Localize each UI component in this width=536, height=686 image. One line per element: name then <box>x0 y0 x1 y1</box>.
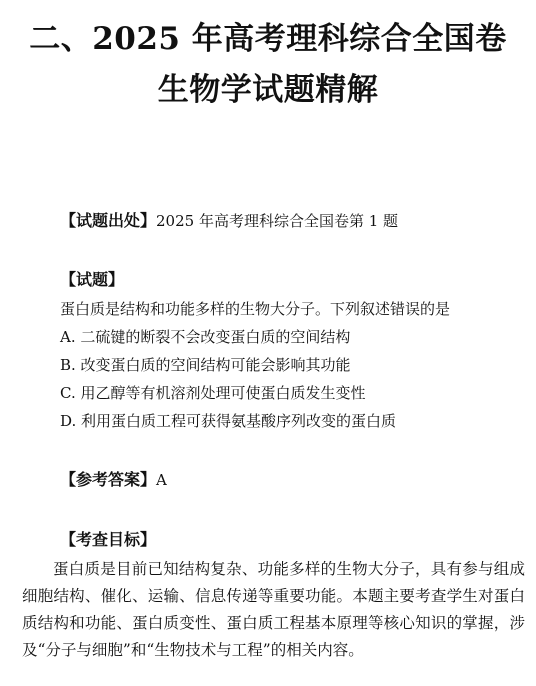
question-stem: 蛋白质是结构和功能多样的生物大分子。下列叙述错误的是 <box>60 300 451 318</box>
objective-paragraph: 蛋白质是目前已知结构复杂、功能多样的生物大分子，具有参与组成细胞结构、催化、运输、信息传递等重要功能。本题主要考查学生对蛋白质结构和功能、蛋白质变性、蛋白质工程基本原理等核心知识的掌握，涉及“分子与细胞”和“生物技术与工程”的相关内容。 <box>22 560 525 659</box>
source-line <box>60 211 398 231</box>
answer-heading: 【参考答案】 <box>60 470 157 489</box>
source-text: 2025 年高考理科综合全国卷第 1 题 <box>156 212 399 230</box>
document-title-line-2: 生物学试题精解 <box>157 72 379 108</box>
document-title-line-1: 二、2025 年高考理科综合全国卷 <box>29 21 507 57</box>
option-b: B. 改变蛋白质的空间结构可能会影响其功能 <box>60 356 351 374</box>
objective-heading: 【考查目标】 <box>60 530 157 549</box>
option-a: A. 二硫键的断裂不会改变蛋白质的空间结构 <box>60 328 351 346</box>
answer-value: A <box>156 471 167 489</box>
source-heading: 【试题出处】 <box>60 211 157 230</box>
option-d: D. 利用蛋白质工程可获得氨基酸序列改变的蛋白质 <box>60 412 397 430</box>
option-c: C. 用乙醇等有机溶剂处理可使蛋白质发生变性 <box>60 384 366 402</box>
question-heading: 【试题】 <box>60 270 125 289</box>
answer-line <box>60 470 167 490</box>
